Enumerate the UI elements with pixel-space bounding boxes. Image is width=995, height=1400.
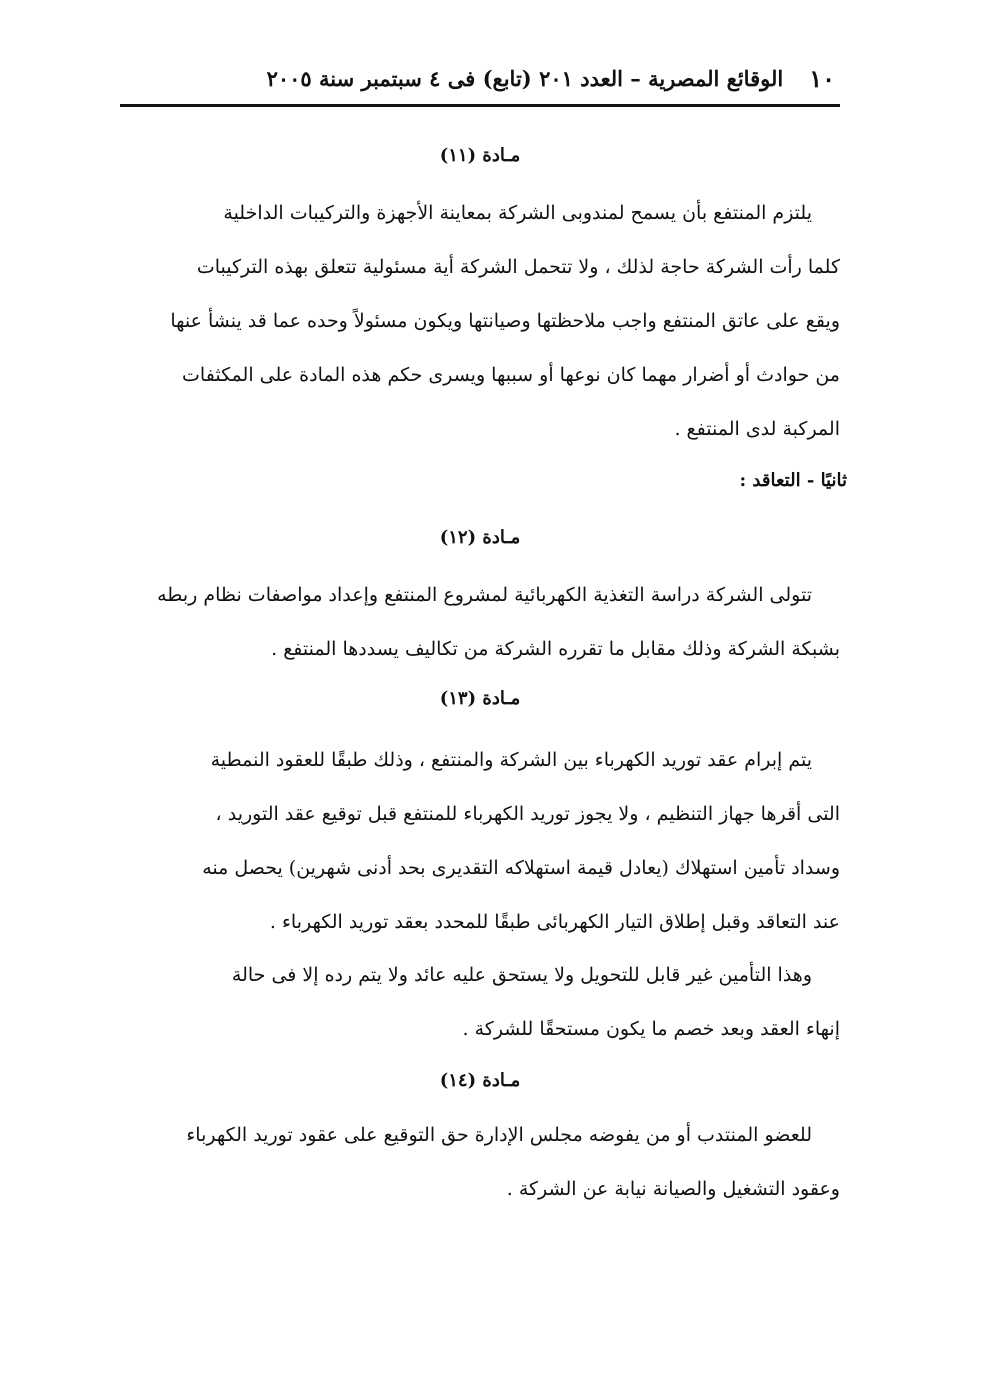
article-13-line: وهذا التأمين غير قابل للتحويل ولا يستحق عليه عائد ولا يتم رده إلا فى حالة: [231, 964, 812, 986]
article-14-heading: مـادة (١٤): [439, 1070, 521, 1091]
article-11-line: كلما رأت الشركة حاجة لذلك ، ولا تتحمل الشركة أية مسئولية تتعلق بهذه التركيبات: [196, 256, 840, 278]
article-13-heading: مـادة (١٣): [439, 688, 521, 709]
header-divider: [120, 104, 840, 107]
article-14-body: [120, 1108, 840, 1216]
page-header: [120, 58, 835, 98]
article-11-line: المركبة لدى المنتفع .: [674, 418, 840, 440]
article-12-heading: مـادة (١٢): [439, 527, 521, 548]
article-11-line: من حوادث أو أضرار مهما كان نوعها أو سببها ويسرى حكم هذه المادة على المكثفات: [182, 364, 840, 386]
gazette-title: الوقائع المصرية – العدد ٢٠١ (تابع) فى ٤ سبتمبر سنة ٢٠٠٥: [266, 65, 784, 91]
section-two-label: ثانيًا - التعاقد :: [739, 470, 847, 491]
article-11-line: ويقع على عاتق المنتفع واجب ملاحظتها وصيانتها ويكون مسئولاً وحده عما قد ينشأ عنها: [170, 310, 840, 332]
article-13-body: [120, 733, 840, 949]
article-11-body: [120, 186, 840, 456]
article-14-line: للعضو المنتدب أو من يفوضه مجلس الإدارة حق التوقيع على عقود توريد الكهرباء: [186, 1124, 812, 1146]
article-12-line: بشبكة الشركة وذلك مقابل ما تقرره الشركة من تكاليف يسددها المنتفع .: [271, 638, 840, 660]
article-13-line: عند التعاقد وقبل إطلاق التيار الكهربائى طبقًا للمحدد بعقد توريد الكهرباء .: [269, 911, 840, 933]
article-13-body-2: [120, 948, 840, 1056]
article-13-line: إنهاء العقد وبعد خصم ما يكون مستحقًا للشركة .: [462, 1018, 840, 1040]
article-12-line: تتولى الشركة دراسة التغذية الكهربائية لمشروع المنتفع وإعداد مواصفات نظام ربطه: [157, 584, 812, 606]
page-number: ١٠: [809, 63, 835, 93]
article-11-heading: مـادة (١١): [439, 145, 521, 166]
article-14-line: وعقود التشغيل والصيانة نيابة عن الشركة .: [506, 1178, 840, 1200]
article-11-line: يلتزم المنتفع بأن يسمح لمندوبى الشركة بمعاينة الأجهزة والتركيبات الداخلية: [223, 202, 812, 224]
article-13-line: وسداد تأمين استهلاك (يعادل قيمة استهلاكه التقديرى بحد أدنى شهرين) يحصل منه: [202, 857, 840, 879]
article-12-body: [120, 568, 840, 676]
article-13-line: التى أقرها جهاز التنظيم ، ولا يجوز توريد الكهرباء للمنتفع قبل توقيع عقد التوريد ،: [215, 803, 840, 825]
article-13-line: يتم إبرام عقد توريد الكهرباء بين الشركة والمنتفع ، وذلك طبقًا للعقود النمطية: [210, 749, 812, 771]
